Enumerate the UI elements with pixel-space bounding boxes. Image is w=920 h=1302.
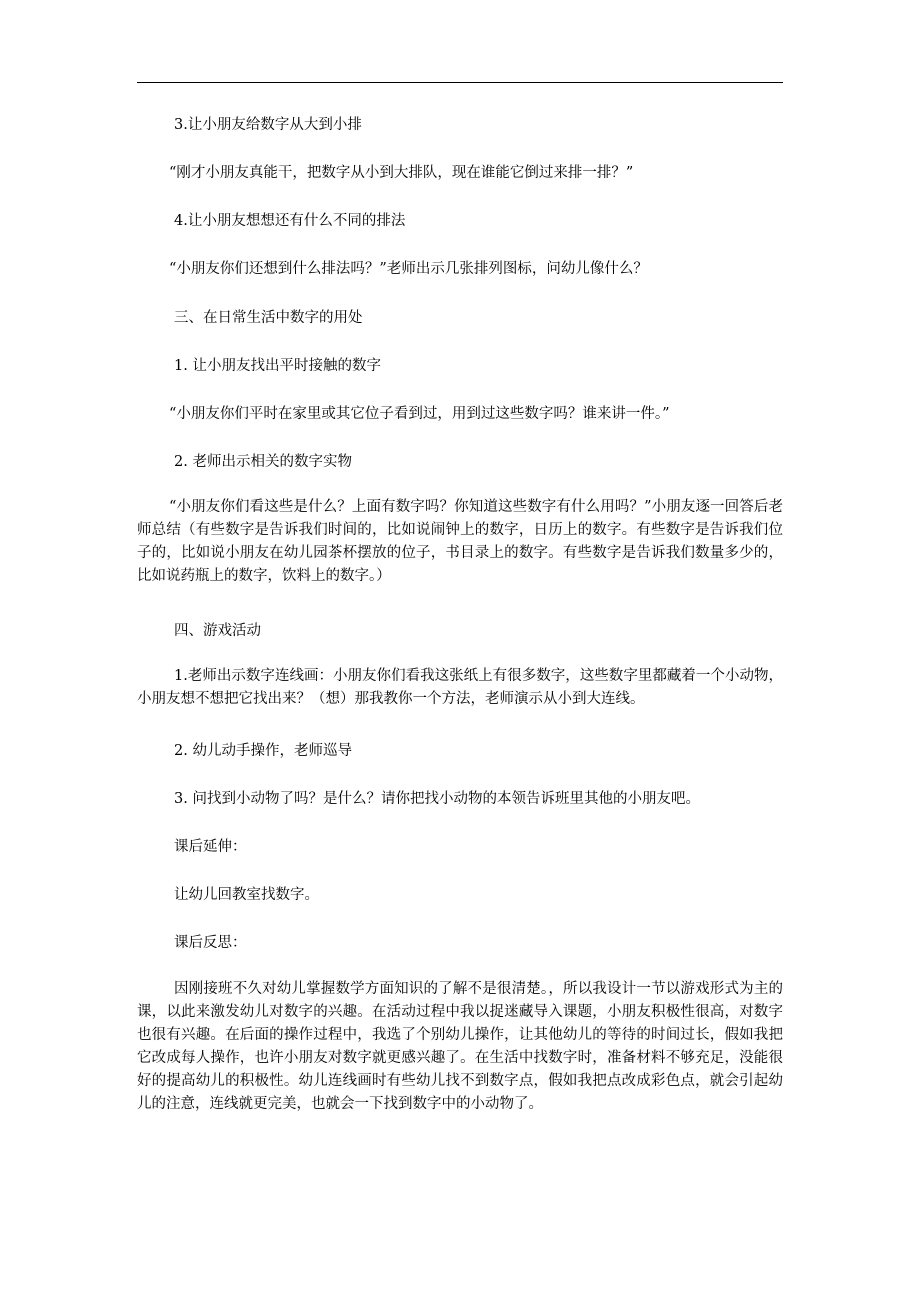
summary-paragraph: “小朋友你们看这些是什么？上面有数字吗？你知道这些数字有什么用吗？”小朋友逐一回答后老师总结（有些数字是告诉我们时间的，比如说闹钟上的数字，日历上的数字。有些数字是告诉我们位子的，比如说小朋友在幼儿园茶杯摆放的位子，书目录上的数字。有些数字是告诉我们数量多少的，比如说药瓶上的数字，饮料上的数字。） xyxy=(137,499,783,584)
header-rule xyxy=(137,82,783,83)
game-step-2: 2. 幼儿动手操作，老师巡导 xyxy=(174,743,352,759)
section-three-heading: 三、在日常生活中数字的用处 xyxy=(174,310,363,326)
reflection-heading: 课后反思： xyxy=(174,935,247,951)
extension-text: 让幼儿回教室找数字。 xyxy=(174,887,319,903)
section-three-item-2: 2. 老师出示相关的数字实物 xyxy=(174,454,352,470)
section-three-item-1: 1. 让小朋友找出平时接触的数字 xyxy=(174,358,381,374)
game-paragraph: 1.老师出示数字连线画：小朋友你们看我这张纸上有很多数字，这些数字里都藏着一个小动物，小朋友想不想把它找出来？（想）那我教你一个方法，老师演示从小到大连线。 xyxy=(137,668,783,707)
game-step-3: 3. 问找到小动物了吗？是什么？请你把找小动物的本领告诉班里其他的小朋友吧。 xyxy=(174,791,700,807)
step-3-quote: “刚才小朋友真能干，把数字从小到大排队，现在谁能它倒过来排一排？” xyxy=(169,165,634,181)
step-3-heading: 3.让小朋友给数字从大到小排 xyxy=(174,117,362,133)
section-four-heading: 四、游戏活动 xyxy=(174,623,261,639)
extension-heading: 课后延伸： xyxy=(174,839,247,855)
step-4-heading: 4.让小朋友想想还有什么不同的排法 xyxy=(174,213,406,229)
reflection-paragraph: 因刚接班不久对幼儿掌握数学方面知识的了解不是很清楚。，所以我设计一节以游戏形式为主的课，以此来激发幼儿对数字的兴趣。在活动过程中我以捉迷藏导入课题，小朋友积极性很高，对数字也很有兴趣。在后面的操作过程中，我选了个别幼儿操作，让其他幼儿的等待的时间过长，假如我把它改成每人操作，也许小朋友对数字就更感兴趣了。在生活中找数字时，准备材料不够充足，没能很好的提高幼儿的积极性。幼儿连线画时有些幼儿找不到数字点，假如我把点改成彩色点，就会引起幼儿的注意，连线就更完美，也就会一下找到数字中的小动物了。 xyxy=(137,981,783,1112)
step-4-quote: “小朋友你们还想到什么排法吗？”老师出示几张排列图标，问幼儿像什么？ xyxy=(169,261,648,277)
section-three-item-1-quote: “小朋友你们平时在家里或其它位子看到过，用到过这些数字吗？谁来讲一件。” xyxy=(169,406,670,422)
